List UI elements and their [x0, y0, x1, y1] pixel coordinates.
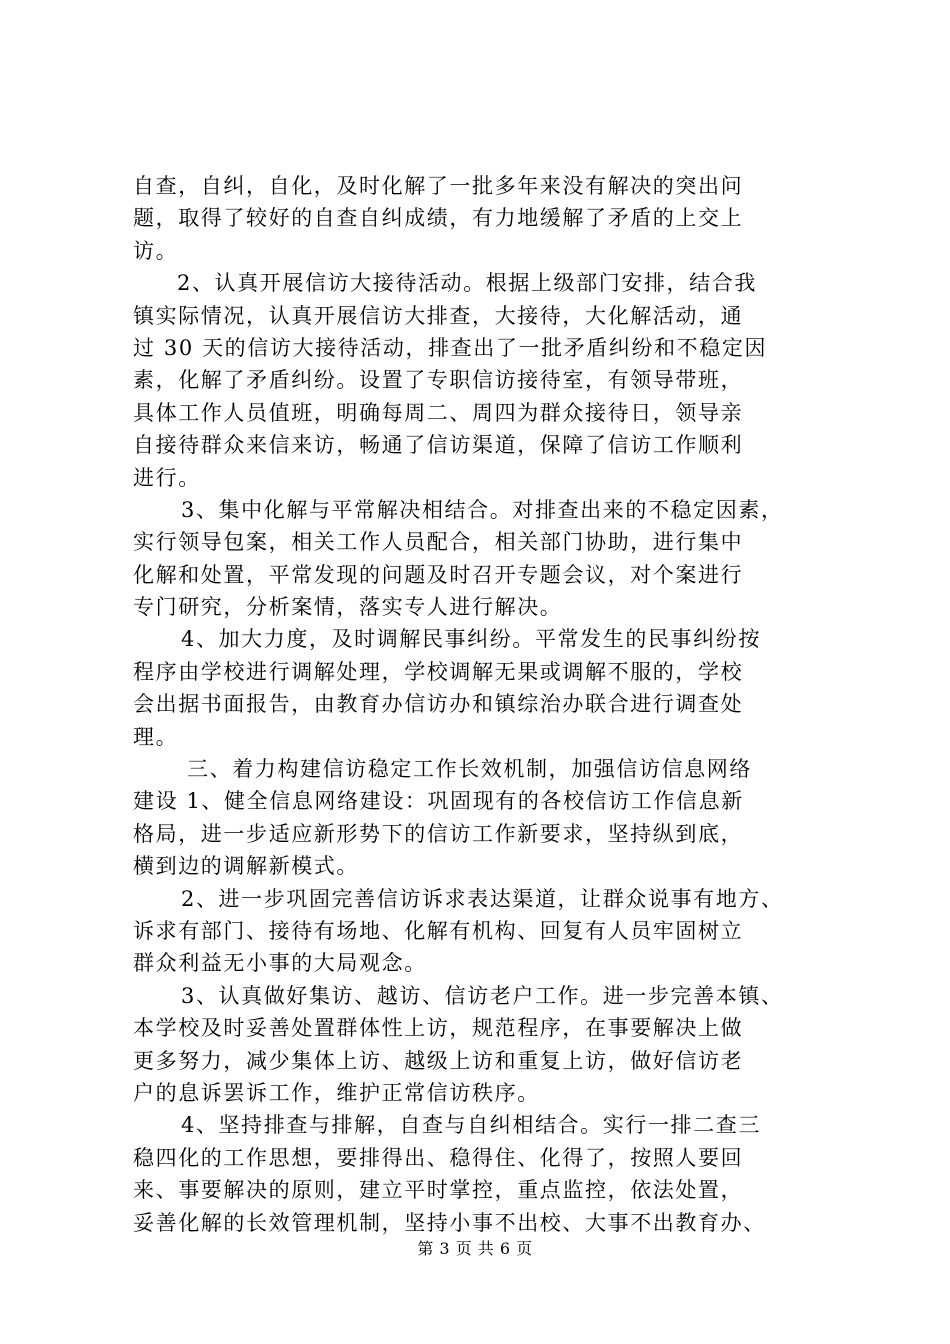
text-line: 素，化解了矛盾纠纷。设置了专职信访接待室，有领导带班，: [133, 368, 744, 393]
text-line: 2、进一步巩固完善信访诉求表达渠道，让群众说事有地方、: [181, 886, 784, 911]
text-line: 进行。: [133, 465, 201, 490]
text-line: 3、认真做好集访、越访、信访老户工作。进一步完善本镇、: [181, 983, 784, 1008]
text-line: 程序由学校进行调解处理，学校调解无果或调解不服的，学校: [133, 659, 744, 684]
text-line: 自查，自纠，自化，及时化解了一批多年来没有解决的突出问: [133, 174, 744, 198]
text-line: 诉求有部门、接待有场地、化解有机构、回复有人员牢固树立: [133, 918, 744, 943]
text-line: 访。: [133, 238, 179, 263]
text-line: 来、事要解决的原则，建立平时掌控，重点监控，依法处置，: [133, 1178, 744, 1203]
text-line: 妥善化解的长效管理机制，坚持小事不出校、大事不出教育办、: [133, 1210, 766, 1235]
text-line: 题，取得了较好的自查自纠成绩，有力地缓解了矛盾的上交上: [133, 206, 744, 231]
text-line: 具体工作人员值班，明确每周二、周四为群众接待日，领导亲: [133, 400, 744, 425]
text-line: 三、着力构建信访稳定工作长效机制，加强信访信息网络: [187, 757, 752, 782]
text-line: 建设 1、健全信息网络建设：巩固现有的各校信访工作信息新: [133, 789, 744, 814]
text-line: 户的息诉罢诉工作，维护正常信访秩序。: [133, 1080, 540, 1105]
text-line: 专门研究，分析案情，落实专人进行解决。: [133, 595, 563, 620]
text-line: 稳四化的工作思想，要排得出、稳得住、化得了，按照人要回: [133, 1145, 744, 1170]
page-footer: [0, 1239, 950, 1259]
page-number-label: 第 3 页 共 6 页: [417, 1239, 533, 1258]
text-line: 3、集中化解与平常解决相结合。对排查出来的不稳定因素，: [181, 497, 784, 522]
text-line: 4、坚持排查与排解，自查与自纠相结合。实行一排二查三: [181, 1113, 761, 1138]
text-line: 2、认真开展信访大接待活动。根据上级部门安排，结合我: [177, 271, 757, 296]
text-line: 化解和处置，平常发现的问题及时召开专题会议，对个案进行: [133, 562, 744, 587]
body-text: [133, 170, 833, 1239]
text-line: 格局，进一步适应新形势下的信访工作新要求，坚持纵到底，: [133, 821, 744, 846]
text-line: 自接待群众来信来访，畅通了信访渠道，保障了信访工作顺利: [133, 433, 744, 458]
text-line: 横到边的调解新模式。: [133, 854, 359, 879]
text-line: 更多努力，减少集体上访、越级上访和重复上访，做好信访老: [133, 1048, 744, 1073]
text-line: 过 30 天的信访大接待活动，排查出了一批矛盾纠纷和不稳定因: [133, 335, 768, 360]
text-line: 4、加大力度，及时调解民事纠纷。平常发生的民事纠纷按: [181, 627, 761, 652]
text-line: 镇实际情况，认真开展信访大排查，大接待，大化解活动，通: [133, 303, 744, 328]
text-line: 群众利益无小事的大局观念。: [133, 951, 427, 976]
text-line: 理。: [133, 724, 179, 749]
text-line: 本学校及时妥善处置群体性上访，规范程序，在事要解决上做: [133, 1016, 744, 1041]
text-line: 实行领导包案，相关工作人员配合，相关部门协助，进行集中: [133, 530, 744, 555]
text-line: 会出据书面报告，由教育办信访办和镇综治办联合进行调查处: [133, 692, 744, 717]
